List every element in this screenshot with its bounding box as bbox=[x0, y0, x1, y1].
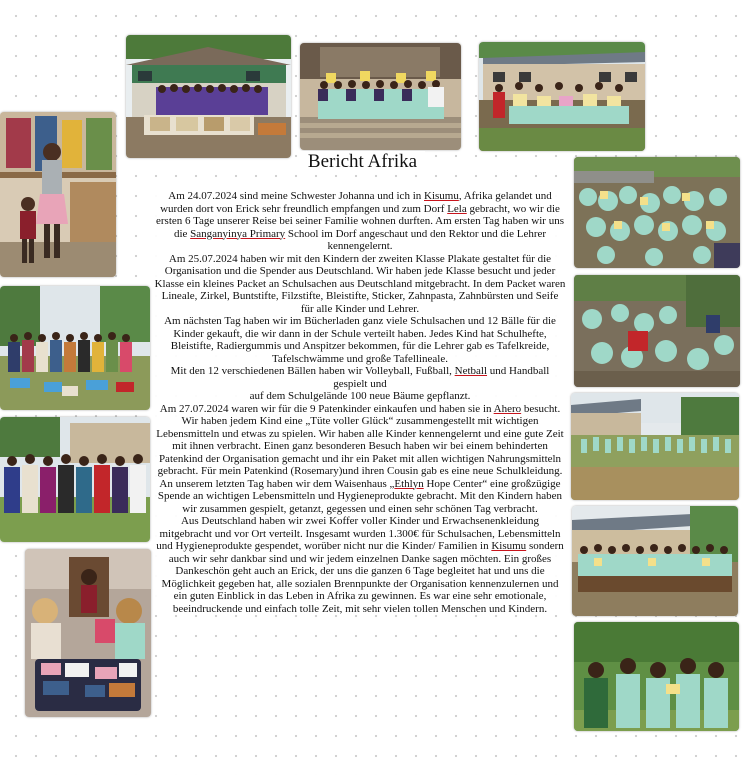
place-name: Lela bbox=[447, 202, 467, 215]
text-run: Aus Deutschland haben wir zwei Koffer voller Kinder und Erwachsenenkleidung mitgebracht und vor Ort verteilt. Insgesamt wurden 1.300€ für Schulsachen, Lebensmitteln und Hygieneprodukte gespendet, worüber nicht nur die Kinder/ Familien in bbox=[156, 515, 561, 552]
photo-classroom-students bbox=[574, 275, 740, 387]
text-run: sondern auch wir sehr dankbar sind und wir jedem einzelnen Danke sagen möchten. Ein großes Dankeschön geht auch an Erick, der uns die ganzen 6 Tage begleitet hat und uns die Möglichkeit gegeben hat, alle sozialen Brennpunkte der Organisation kennenzulernen und ein guten Einblick in das Leben in Afrika zu gewinnen. Es war eine sehr emotionale, beeindruckende und einfach tolle Zeit, mit sehr vielen tollen Menschen und Kindern. bbox=[161, 540, 564, 615]
organization-name: Ethlyn bbox=[394, 477, 424, 490]
place-name: Kisumu bbox=[424, 190, 459, 202]
photo-students-holding-cards bbox=[574, 157, 740, 268]
text-run: und Handball gespielt und bbox=[333, 365, 550, 390]
place-name: Ahero bbox=[493, 402, 522, 415]
paragraph-trees bbox=[154, 390, 566, 403]
report-body bbox=[154, 190, 566, 615]
photo-schoolyard-group bbox=[571, 393, 739, 500]
text-run: gebracht, wo wir die ersten 6 Tage unserer Reise bei seiner Familie wohnen durften. Am ersten Tag haben wir uns die bbox=[156, 202, 564, 240]
paragraph-sponsored-children bbox=[154, 403, 566, 478]
text-run: Mit den 12 verschiedenen Bällen haben wir Volleyball, Fußball, bbox=[170, 365, 455, 377]
photo-group-in-colorful-clothes bbox=[0, 417, 150, 542]
report-title: Bericht Afrika bbox=[300, 151, 425, 173]
photo-donations-store bbox=[0, 112, 116, 277]
text-run: An unserem letzten Tag haben wir dem Waisenhaus „ bbox=[159, 477, 395, 490]
text-run: besucht. Wir haben jedem Kind eine „Tüte voller Glück“ zusammengestellt mit wichtigen Lebensmitteln und etwas zu spielen. Wir haben alle Kinder kennengelernt und eine gute Zeit mit ihnen verbracht. Einen ganz besonderen Besuch haben wir bei einem behinderten Patenkind der Organisation gemacht und ihr ein Paket mit allen wichtigen Nahrungsmitteln gebracht. Für mein Patenkind (Rosemary)und ihren Cousin gab es eine neue Schulkleidung. bbox=[156, 402, 564, 477]
paragraph-bookstore bbox=[154, 315, 566, 365]
photo-children-outside-classroom bbox=[479, 42, 645, 151]
place-name: Kisumu bbox=[491, 540, 527, 552]
photo-people-with-donations bbox=[0, 286, 150, 410]
photo-children-with-posters bbox=[300, 43, 461, 150]
photo-children-in-front-of-school bbox=[572, 506, 738, 616]
text-run: School im Dorf angeschaut und den Rektor und die Lehrer kennengelernt. bbox=[285, 227, 547, 252]
paragraph-thanks bbox=[154, 515, 566, 615]
text-run: Am 27.07.2024 waren wir für die 9 Patenkinder einkaufen und haben sie in bbox=[159, 402, 494, 415]
paragraph-orphanage bbox=[154, 478, 566, 516]
sport-name: Netball bbox=[454, 365, 488, 377]
paragraph-arrival bbox=[154, 190, 566, 253]
text-run: , Afrika gelandet und wurden dort von Erick sehr freundlich empfangen und zum Dorf bbox=[160, 190, 552, 215]
photo-school-building-purple-uniforms bbox=[126, 35, 291, 158]
text-run: Hope Center“ eine großzügige Spende an wichtigen Lebensmitteln und Hygieneprodukte gebracht. Mit den Kindern haben wir zusammen gespielt, getanzt, gegessen und einen sehr schönen Tag verbracht. bbox=[157, 477, 563, 515]
paragraph-ball-games bbox=[154, 365, 566, 390]
text-run: Am 25.07.2024 haben wir mit den Kindern der zweiten Klasse Plakate gestaltet für die Organisation und die Spender aus Deutschland. Wir haben jede Klasse besucht und jeder Klasse ein kleines Packet an Schulsachen aus Deutschland mitgebracht. In dem Packet waren Lineale, Zirkel, Buntstifte, Filzstifte, Bleistifte, Sticker, Zahnpasta, Zahnbürsten und Seife für alle Kinder und Lehrer. bbox=[154, 252, 566, 315]
photo-five-children-portrait bbox=[574, 622, 739, 731]
text-run: Am 24.07.2024 sind meine Schwester Johanna und ich in bbox=[168, 190, 424, 202]
paragraph-school-supplies bbox=[154, 253, 566, 316]
photo-girls-with-suitcase bbox=[25, 549, 151, 717]
text-run: auf dem Schulgelände 100 neue Bäume gepflanzt. bbox=[249, 390, 471, 402]
text-run: Am nächsten Tag haben wir im Bücherladen ganz viele Schulsachen und 12 Bälle für die Kinder gekauft, die wir dann in der Schule verteilt haben. Jedes Kind hat Schulhefte, Bleistifte, Radiergummis und Anspitzer bekommen, für die Lehrer gab es Tafelkreide, Tafelschwämme und große Tafellineale. bbox=[164, 315, 556, 365]
place-name: Sanganyinya Primary bbox=[190, 227, 286, 240]
